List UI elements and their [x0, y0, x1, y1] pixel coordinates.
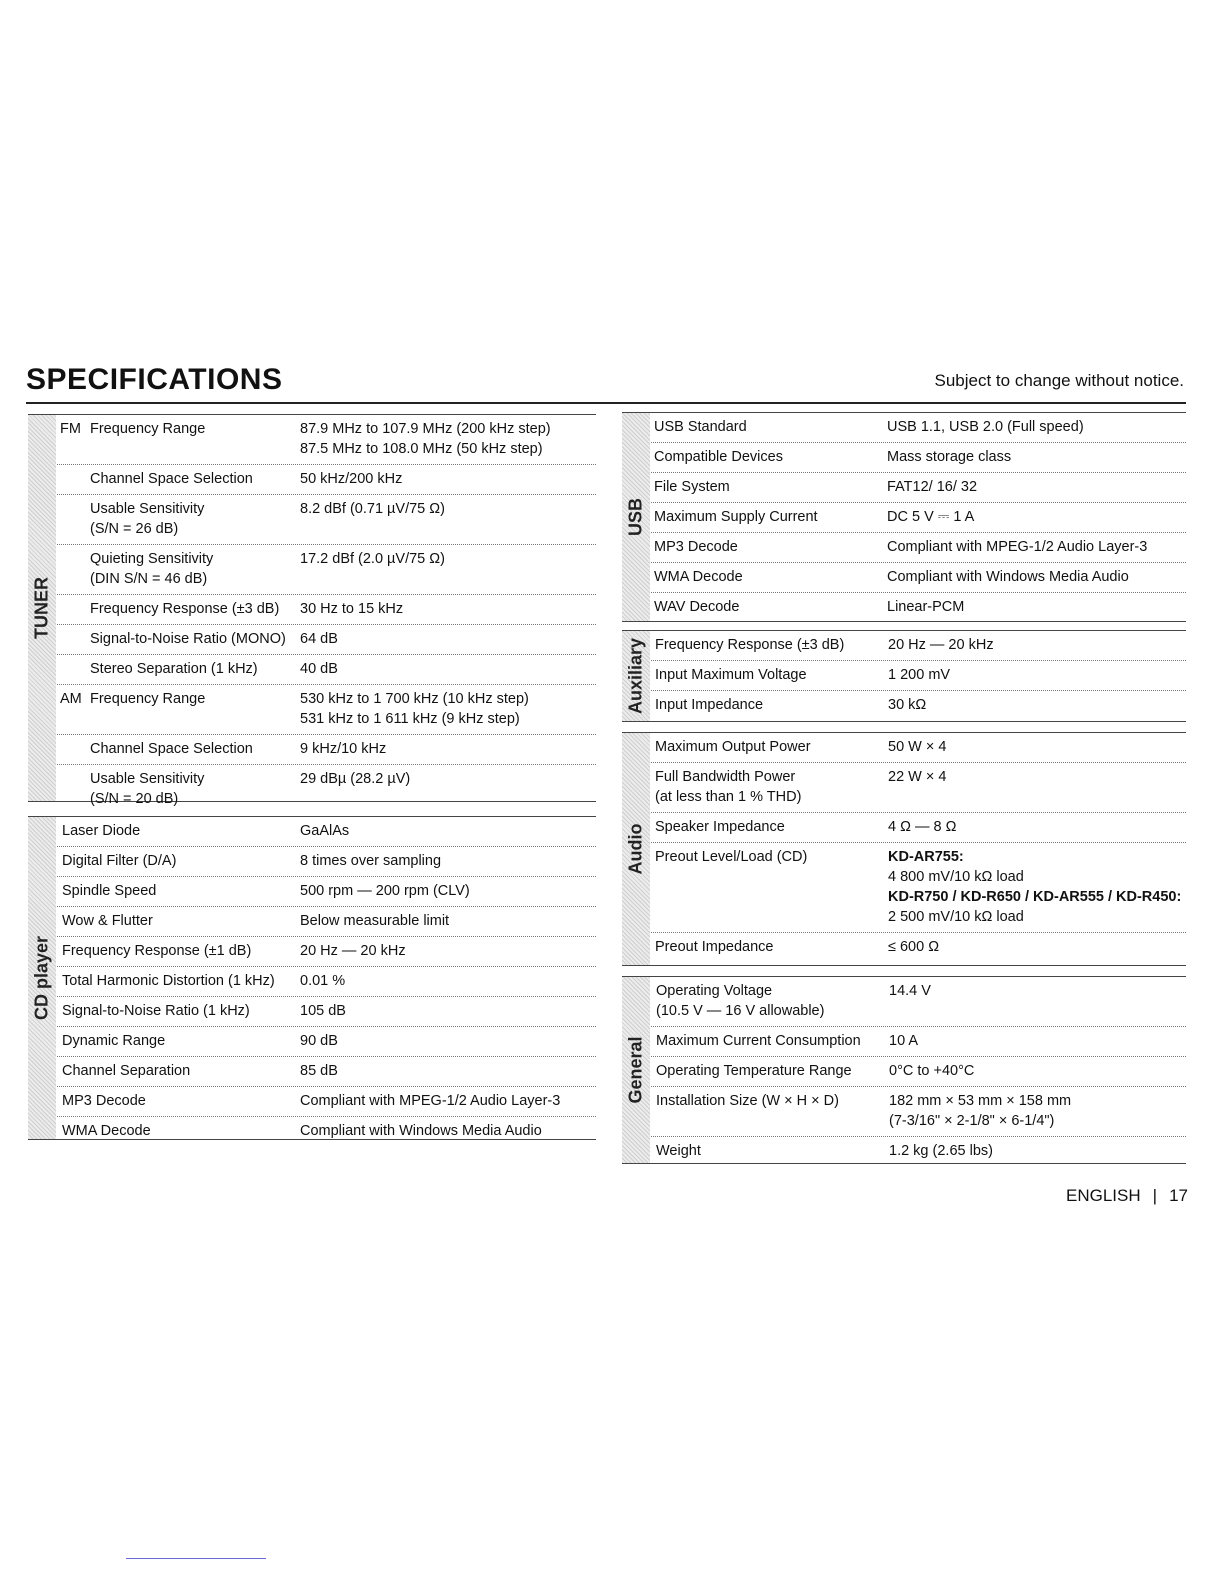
spec-value: Below measurable limit — [300, 913, 450, 929]
band-label — [58, 629, 90, 649]
band-label — [58, 739, 90, 759]
auxiliary-band — [622, 631, 650, 721]
spec-value: Compliant with Windows Media Audio — [300, 1123, 542, 1139]
spec-row — [28, 1117, 596, 1146]
spec-parameter: Frequency Response (±3 dB) — [90, 601, 280, 617]
spec-value: 500 rpm — 200 rpm (CLV) — [300, 883, 470, 899]
spec-parameter: Maximum Supply Current — [654, 509, 818, 525]
header-rule — [26, 402, 1186, 404]
spec-parameter: Quieting Sensitivity (DIN S/N = 46 dB) — [90, 551, 214, 587]
spec-value: 530 kHz to 1 700 kHz (10 kHz step) 531 kHz to 1 611 kHz (9 kHz step) — [300, 691, 529, 727]
spec-value: 0.01 % — [300, 973, 346, 989]
spec-row — [622, 1137, 1186, 1166]
spec-row — [28, 1087, 596, 1117]
spec-value: Mass storage class — [887, 449, 1012, 465]
usb-band — [622, 413, 650, 621]
spec-value: 8.2 dBf (0.71 µV/75 Ω) — [300, 501, 445, 517]
spec-row — [622, 473, 1186, 503]
spec-row — [28, 967, 596, 997]
notice-text: Subject to change without notice. — [934, 371, 1184, 390]
spec-value: 40 dB — [300, 661, 338, 677]
page-title: SPECIFICATIONS — [26, 363, 283, 396]
spec-row — [28, 877, 596, 907]
spec-value: 85 dB — [300, 1063, 338, 1079]
spec-parameter: Signal-to-Noise Ratio (MONO) — [90, 631, 286, 647]
spec-row — [622, 691, 1186, 720]
audio-section — [622, 732, 1186, 966]
spec-row — [28, 735, 596, 765]
spec-row — [28, 1027, 596, 1057]
spec-row — [622, 503, 1186, 533]
spec-row — [622, 443, 1186, 473]
spec-value: 30 kΩ — [888, 697, 927, 713]
footer-separator: | — [1152, 1186, 1158, 1205]
spec-value: Compliant with MPEG-1/2 Audio Layer-3 — [887, 539, 1148, 555]
spec-row — [28, 625, 596, 655]
spec-parameter: WAV Decode — [654, 599, 740, 615]
spec-value: 17.2 dBf (2.0 µV/75 Ω) — [300, 551, 445, 567]
spec-parameter: Preout Level/Load (CD) — [655, 849, 808, 865]
spec-value: 105 dB — [300, 1003, 346, 1019]
spec-row — [622, 533, 1186, 563]
spec-parameter: Wow & Flutter — [62, 913, 153, 929]
spec-parameter: Laser Diode — [62, 823, 141, 839]
spec-value: 20 Hz — 20 kHz — [300, 943, 406, 959]
bottom-underline — [126, 1558, 266, 1559]
spec-parameter: Channel Space Selection — [90, 471, 253, 487]
spec-parameter: WMA Decode — [62, 1123, 151, 1139]
spec-parameter: Usable Sensitivity (S/N = 26 dB) — [90, 501, 205, 537]
spec-row — [28, 997, 596, 1027]
spec-row — [622, 661, 1186, 691]
spec-row — [28, 545, 596, 595]
page-footer — [1066, 1186, 1188, 1206]
spec-row — [28, 907, 596, 937]
spec-value: 4 Ω — 8 Ω — [888, 819, 957, 835]
tuner-band — [28, 415, 56, 801]
spec-row — [622, 733, 1186, 763]
spec-parameter: Maximum Current Consumption — [656, 1033, 861, 1049]
spec-value: ≤ 600 Ω — [888, 939, 940, 955]
spec-parameter: Installation Size (W × H × D) — [656, 1093, 839, 1109]
spec-parameter: Speaker Impedance — [655, 819, 785, 835]
spec-parameter: WMA Decode — [654, 569, 743, 585]
spec-row — [28, 495, 596, 545]
footer-language: ENGLISH — [1066, 1186, 1141, 1205]
spec-parameter: Stereo Separation (1 kHz) — [90, 661, 258, 677]
spec-parameter: Compatible Devices — [654, 449, 783, 465]
band-label — [58, 769, 90, 809]
spec-parameter: Operating Voltage (10.5 V — 16 V allowable) — [656, 983, 825, 1019]
audio-band — [622, 733, 650, 965]
spec-value-line: 4 800 mV/10 kΩ load — [888, 869, 1024, 885]
spec-row — [622, 977, 1186, 1027]
band-label — [58, 659, 90, 679]
spec-value: 9 kHz/10 kHz — [300, 741, 387, 757]
spec-row — [28, 817, 596, 847]
spec-row — [28, 655, 596, 685]
spec-parameter: MP3 Decode — [654, 539, 738, 555]
spec-parameter: Full Bandwidth Power (at less than 1 % THD) — [655, 769, 802, 805]
spec-parameter: Spindle Speed — [62, 883, 157, 899]
spec-row — [622, 593, 1186, 622]
spec-row — [622, 933, 1186, 962]
spec-parameter: File System — [654, 479, 730, 495]
spec-row — [28, 415, 596, 465]
cd-player-section — [28, 816, 596, 1140]
band-label — [58, 599, 90, 619]
spec-value: 8 times over sampling — [300, 853, 442, 869]
general-band — [622, 977, 650, 1163]
spec-row — [28, 465, 596, 495]
spec-row — [28, 847, 596, 877]
band-label: AM — [60, 691, 82, 707]
spec-value: Compliant with MPEG-1/2 Audio Layer-3 — [300, 1093, 561, 1109]
spec-value: 1.2 kg (2.65 lbs) — [889, 1143, 993, 1159]
spec-parameter: Frequency Response (±1 dB) — [62, 943, 252, 959]
spec-parameter: Input Impedance — [655, 697, 764, 713]
spec-value: 20 Hz — 20 kHz — [888, 637, 994, 653]
spec-parameter: Frequency Range — [90, 421, 206, 437]
spec-value: 14.4 V — [889, 983, 931, 999]
spec-parameter: Digital Filter (D/A) — [62, 853, 177, 869]
spec-value: USB 1.1, USB 2.0 (Full speed) — [887, 419, 1084, 435]
spec-parameter: Channel Space Selection — [90, 741, 253, 757]
band-label — [58, 549, 90, 589]
spec-value: 29 dBµ (28.2 µV) — [300, 771, 411, 787]
spec-parameter: Weight — [656, 1143, 701, 1159]
spec-parameter: Channel Separation — [62, 1063, 191, 1079]
spec-row — [28, 595, 596, 625]
section-label: Audio — [625, 823, 646, 875]
spec-value: 10 A — [889, 1033, 919, 1049]
spec-value: 50 W × 4 — [888, 739, 947, 755]
spec-parameter: Usable Sensitivity (S/N = 20 dB) — [90, 771, 205, 807]
auxiliary-section — [622, 630, 1186, 722]
spec-row — [622, 763, 1186, 813]
spec-row — [28, 1057, 596, 1087]
spec-value: 22 W × 4 — [888, 769, 947, 785]
spec-value: FAT12/ 16/ 32 — [887, 479, 978, 495]
spec-value: Linear-PCM — [887, 599, 965, 615]
left-column — [28, 414, 596, 1140]
spec-row — [622, 1027, 1186, 1057]
section-label: USB — [625, 497, 646, 537]
section-label: CD player — [31, 935, 52, 1021]
spec-row — [622, 813, 1186, 843]
spec-parameter: Frequency Response (±3 dB) — [655, 637, 845, 653]
spec-value: 87.9 MHz to 107.9 MHz (200 kHz step) 87.5 MHz to 108.0 MHz (50 kHz step) — [300, 421, 551, 457]
spec-value — [888, 847, 1181, 927]
band-label — [58, 499, 90, 539]
general-section — [622, 976, 1186, 1164]
spec-row — [622, 563, 1186, 593]
spec-parameter: Maximum Output Power — [655, 739, 811, 755]
spec-value: 50 kHz/200 kHz — [300, 471, 403, 487]
spec-parameter: Frequency Range — [90, 691, 206, 707]
spec-value: Compliant with Windows Media Audio — [887, 569, 1129, 585]
spec-parameter: MP3 Decode — [62, 1093, 146, 1109]
spec-parameter: USB Standard — [654, 419, 747, 435]
spec-parameter: Preout Impedance — [655, 939, 774, 955]
spec-parameter: Operating Temperature Range — [656, 1063, 852, 1079]
tuner-section — [28, 414, 596, 807]
spec-row — [28, 937, 596, 967]
spec-parameter: Total Harmonic Distortion (1 kHz) — [62, 973, 275, 989]
spec-value: 182 mm × 53 mm × 158 mm (7-3/16" × 2-1/8" × 6-1/4") — [889, 1093, 1072, 1129]
spec-value: 90 dB — [300, 1033, 338, 1049]
spec-value: 30 Hz to 15 kHz — [300, 601, 404, 617]
spec-value: GaAlAs — [300, 823, 350, 839]
right-column — [622, 412, 1186, 1164]
spec-row — [28, 765, 596, 814]
spec-row — [622, 1087, 1186, 1137]
spec-row — [622, 631, 1186, 661]
spec-row — [622, 413, 1186, 443]
spec-value: DC 5 V ⎓ 1 A — [887, 509, 975, 525]
spec-value: 64 dB — [300, 631, 338, 647]
band-label — [58, 469, 90, 489]
model-name: KD-R750 / KD-R650 / KD-AR555 / KD-R450: — [888, 889, 1182, 905]
spec-value: 1 200 mV — [888, 667, 951, 683]
spec-row — [28, 685, 596, 735]
spec-value: 0°C to +40°C — [889, 1063, 975, 1079]
cd-player-band — [28, 817, 56, 1139]
spec-row — [622, 843, 1186, 933]
spec-row — [622, 1057, 1186, 1087]
section-label: General — [625, 1036, 646, 1104]
section-label: Auxiliary — [625, 637, 646, 715]
band-label: FM — [60, 421, 81, 437]
section-label: TUNER — [31, 577, 52, 639]
spec-parameter: Dynamic Range — [62, 1033, 166, 1049]
model-name: KD-AR755: — [888, 849, 964, 865]
spec-value-line: 2 500 mV/10 kΩ load — [888, 909, 1024, 925]
spec-parameter: Signal-to-Noise Ratio (1 kHz) — [62, 1003, 250, 1019]
page-number: 17 — [1169, 1186, 1188, 1205]
usb-section — [622, 412, 1186, 622]
spec-parameter: Input Maximum Voltage — [655, 667, 807, 683]
